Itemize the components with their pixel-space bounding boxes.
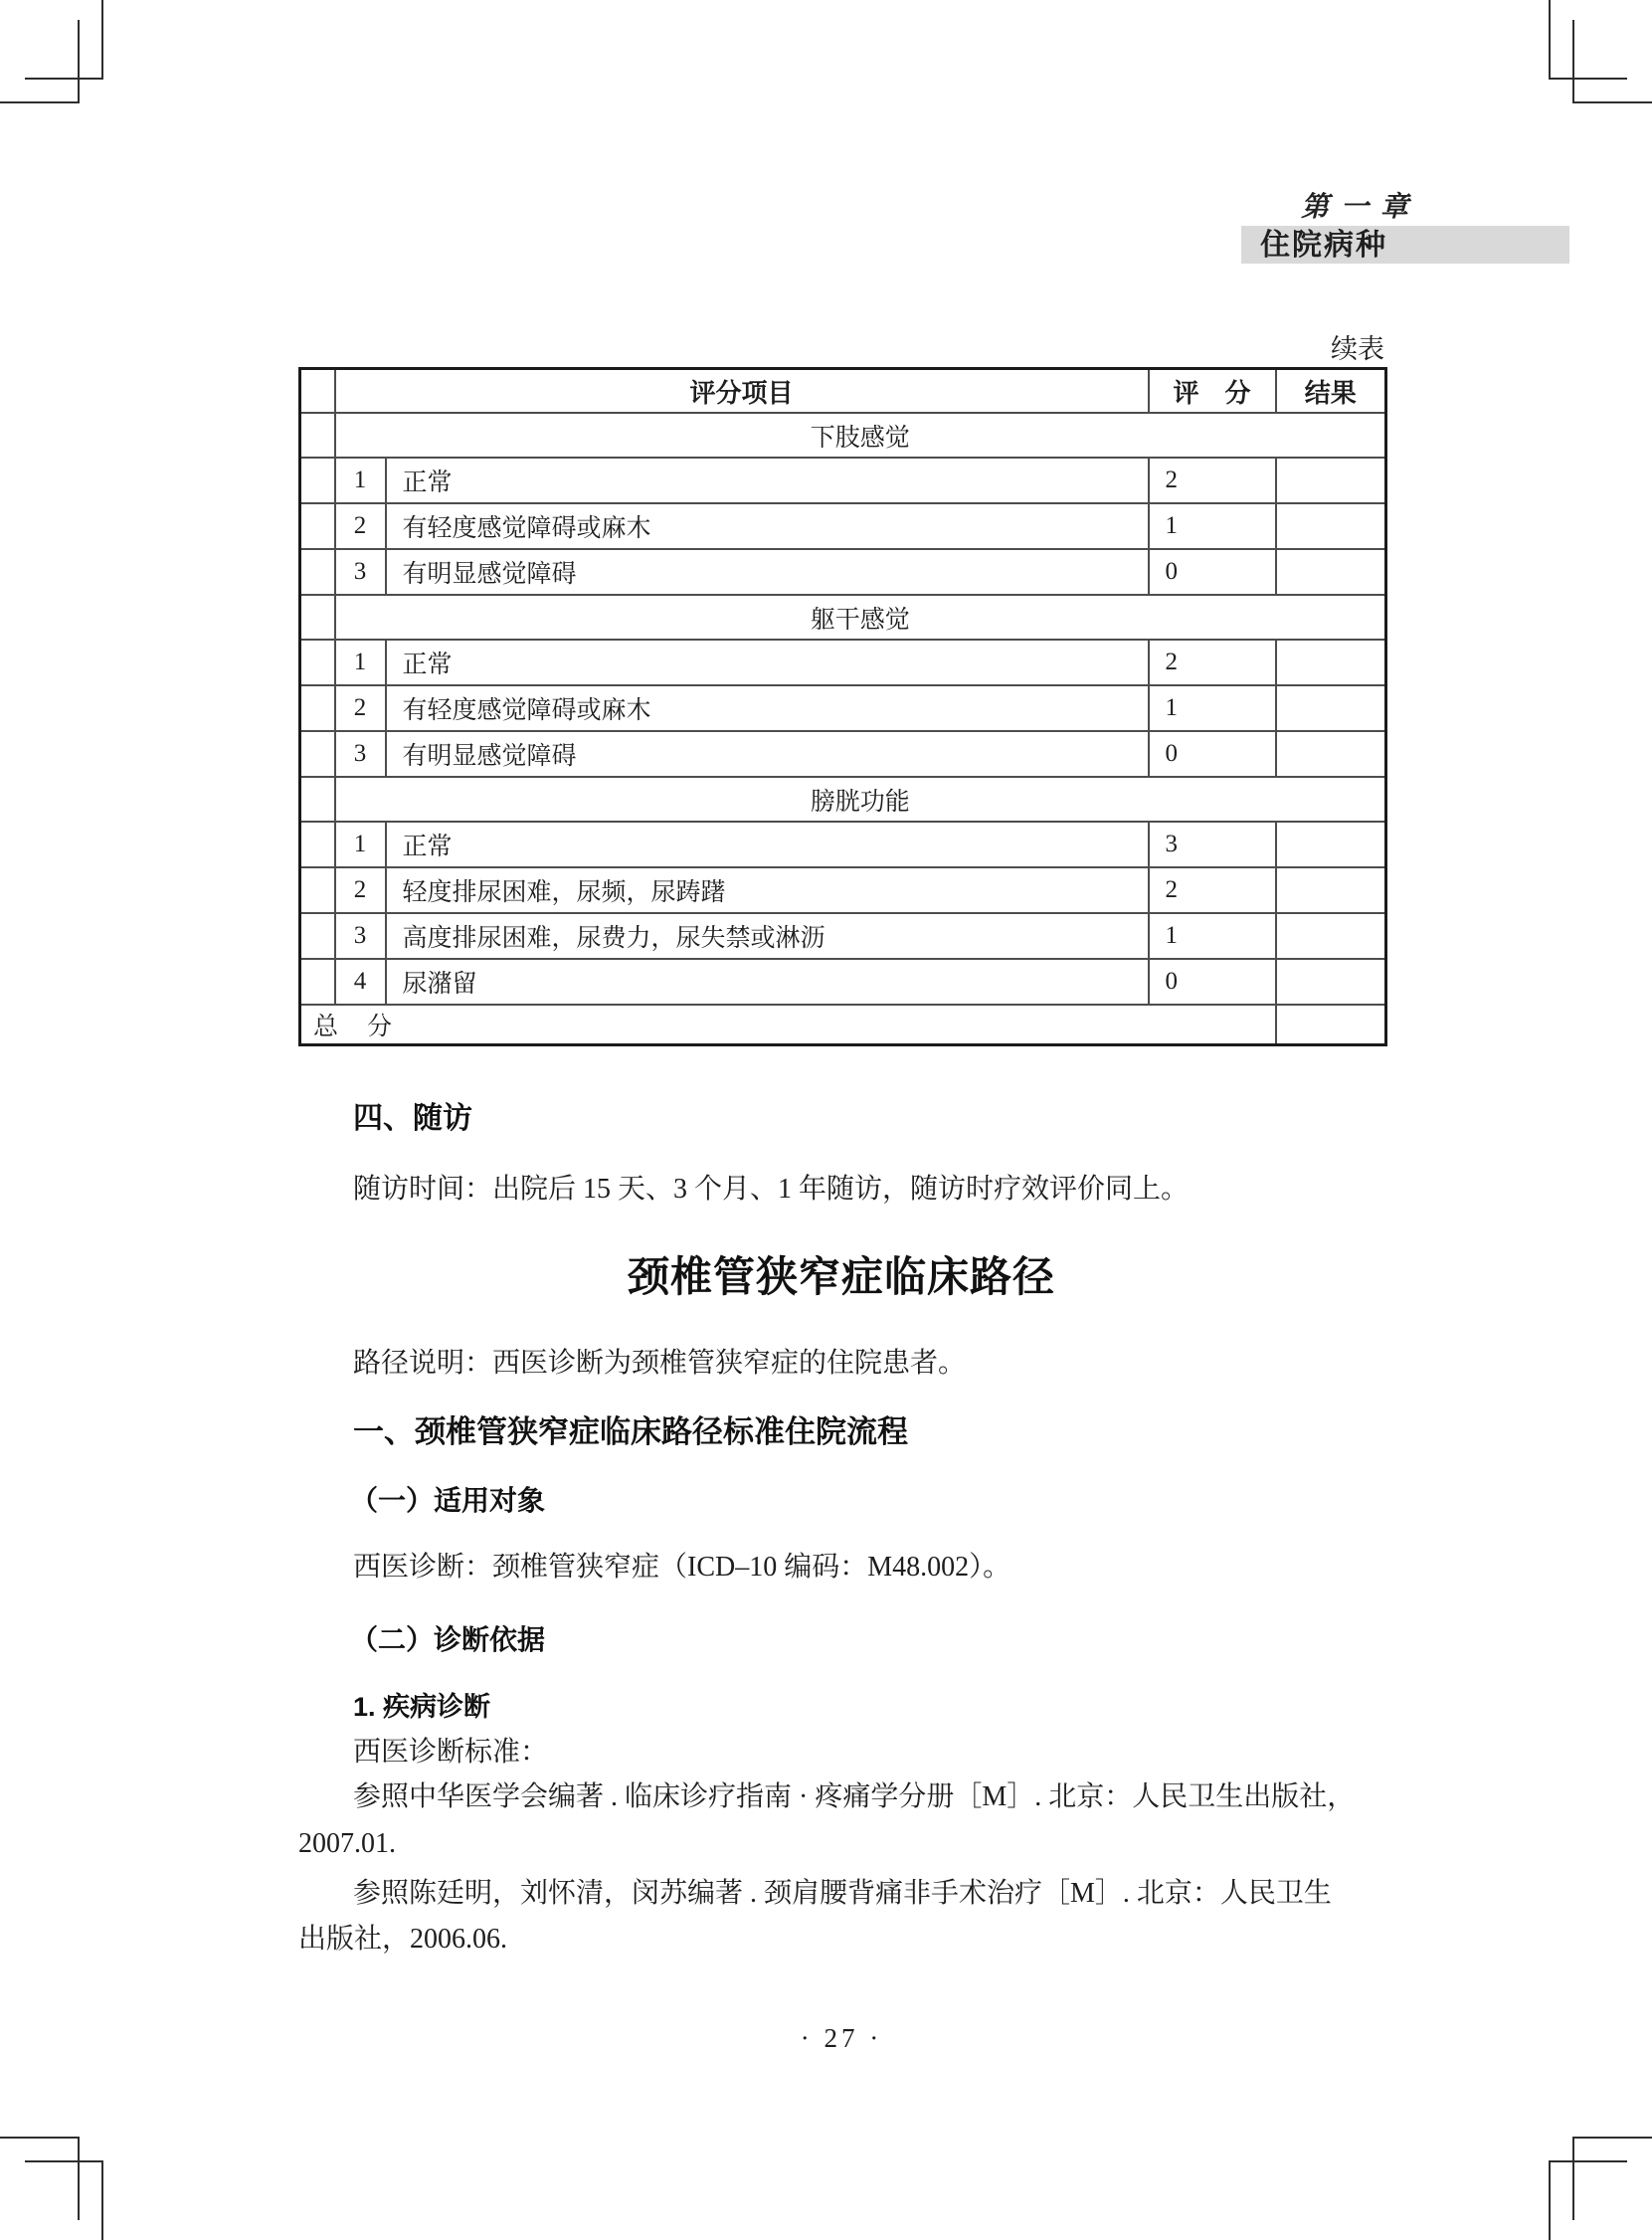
flow-heading: 一、颈椎管狭窄症临床路径标准住院流程 bbox=[353, 1414, 908, 1449]
result-cell bbox=[1276, 913, 1386, 959]
table-header-row bbox=[300, 369, 1386, 414]
table-row bbox=[300, 685, 1386, 731]
row-label: 正常 bbox=[386, 640, 1149, 685]
reference-1-line-2: 2007.01. bbox=[298, 1828, 396, 1859]
result-cell bbox=[1276, 640, 1386, 685]
total-label: 总 分 bbox=[300, 1005, 1276, 1045]
spacer-cell bbox=[300, 640, 335, 685]
table-row bbox=[300, 503, 1386, 549]
result-cell bbox=[1276, 458, 1386, 503]
result-cell bbox=[1276, 867, 1386, 913]
row-label: 轻度排尿困难，尿频，尿踌躇 bbox=[386, 867, 1149, 913]
target-text: 西医诊断：颈椎管狭窄症（ICD–10 编码：M48.002）。 bbox=[353, 1552, 1011, 1583]
total-score-row bbox=[300, 1005, 1386, 1045]
table-row bbox=[300, 731, 1386, 777]
row-score: 2 bbox=[1149, 458, 1276, 503]
basis-heading: （二）诊断依据 bbox=[350, 1624, 546, 1655]
result-cell bbox=[1276, 959, 1386, 1005]
spacer-cell bbox=[300, 595, 335, 640]
row-number: 2 bbox=[335, 503, 386, 549]
target-heading: （一）适用对象 bbox=[350, 1485, 546, 1516]
table-row bbox=[300, 867, 1386, 913]
column-header-result: 结果 bbox=[1276, 369, 1386, 414]
row-label: 正常 bbox=[386, 458, 1149, 503]
section-title: 膀胱功能 bbox=[335, 777, 1386, 822]
row-label: 有明显感觉障碍 bbox=[386, 549, 1149, 595]
column-header-item: 评分项目 bbox=[335, 369, 1149, 414]
crop-mark-top-left-inner bbox=[0, 20, 80, 103]
table-row bbox=[300, 640, 1386, 685]
row-score: 0 bbox=[1149, 549, 1276, 595]
row-label: 有明显感觉障碍 bbox=[386, 731, 1149, 777]
row-number: 1 bbox=[335, 458, 386, 503]
table-row bbox=[300, 959, 1386, 1005]
spacer-cell bbox=[300, 777, 335, 822]
row-label: 正常 bbox=[386, 822, 1149, 867]
reference-2-line-2: 出版社，2006.06. bbox=[298, 1924, 508, 1955]
chapter-title-bar bbox=[1241, 226, 1569, 264]
section-row-lower-limb bbox=[300, 413, 1386, 458]
section-title: 躯干感觉 bbox=[335, 595, 1386, 640]
reference-1-line-1: 参照中华医学会编著 . 临床诊疗指南 · 疼痛学分册［M］. 北京：人民卫生出版社， bbox=[353, 1781, 1356, 1812]
spacer-cell bbox=[300, 369, 335, 414]
row-score: 1 bbox=[1149, 503, 1276, 549]
spacer-cell bbox=[300, 503, 335, 549]
spacer-cell bbox=[300, 458, 335, 503]
result-cell bbox=[1276, 822, 1386, 867]
section-title: 下肢感觉 bbox=[335, 413, 1386, 458]
section-row-bladder bbox=[300, 777, 1386, 822]
row-number: 4 bbox=[335, 959, 386, 1005]
page-title: 颈椎管狭窄症临床路径 bbox=[627, 1253, 1055, 1300]
row-number: 2 bbox=[335, 685, 386, 731]
row-number: 3 bbox=[335, 549, 386, 595]
result-cell bbox=[1276, 1005, 1386, 1045]
score-table bbox=[298, 367, 1387, 1046]
table-row bbox=[300, 822, 1386, 867]
spacer-cell bbox=[300, 959, 335, 1005]
spacer-cell bbox=[300, 549, 335, 595]
table-row bbox=[300, 549, 1386, 595]
chapter-title: 住院病种 bbox=[1260, 229, 1387, 262]
result-cell bbox=[1276, 685, 1386, 731]
crop-mark-top-right-inner bbox=[1572, 20, 1652, 103]
row-number: 1 bbox=[335, 640, 386, 685]
row-score: 2 bbox=[1149, 640, 1276, 685]
table-row bbox=[300, 913, 1386, 959]
row-score: 1 bbox=[1149, 685, 1276, 731]
table-row bbox=[300, 458, 1386, 503]
crop-mark-bottom-left-inner bbox=[0, 2137, 80, 2220]
result-cell bbox=[1276, 731, 1386, 777]
spacer-cell bbox=[300, 822, 335, 867]
spacer-cell bbox=[300, 685, 335, 731]
row-number: 1 bbox=[335, 822, 386, 867]
row-score: 2 bbox=[1149, 867, 1276, 913]
path-note: 路径说明：西医诊断为颈椎管狭窄症的住院患者。 bbox=[353, 1348, 967, 1379]
section-row-trunk bbox=[300, 595, 1386, 640]
row-number: 2 bbox=[335, 867, 386, 913]
disease-heading: 1. 疾病诊断 bbox=[353, 1692, 491, 1722]
spacer-cell bbox=[300, 867, 335, 913]
chapter-label: 第一章 bbox=[1301, 190, 1421, 223]
western-standard-line: 西医诊断标准： bbox=[353, 1737, 549, 1768]
row-label: 尿潴留 bbox=[386, 959, 1149, 1005]
row-label: 高度排尿困难，尿费力，尿失禁或淋沥 bbox=[386, 913, 1149, 959]
page-number: · 27 · bbox=[800, 2023, 883, 2053]
row-score: 1 bbox=[1149, 913, 1276, 959]
column-header-score: 评 分 bbox=[1149, 369, 1276, 414]
row-label: 有轻度感觉障碍或麻木 bbox=[386, 685, 1149, 731]
row-number: 3 bbox=[335, 913, 386, 959]
row-number: 3 bbox=[335, 731, 386, 777]
followup-heading: 四、随访 bbox=[353, 1102, 472, 1135]
continued-table-label: 续表 bbox=[1331, 334, 1384, 364]
followup-text: 随访时间：出院后 15 天、3 个月、1 年随访，随访时疗效评价同上。 bbox=[353, 1174, 1190, 1205]
result-cell bbox=[1276, 503, 1386, 549]
row-score: 3 bbox=[1149, 822, 1276, 867]
spacer-cell bbox=[300, 413, 335, 458]
spacer-cell bbox=[300, 731, 335, 777]
row-score: 0 bbox=[1149, 731, 1276, 777]
reference-2-line-1: 参照陈廷明，刘怀清，闵苏编著 . 颈肩腰背痛非手术治疗［M］. 北京：人民卫生 bbox=[353, 1878, 1332, 1909]
row-score: 0 bbox=[1149, 959, 1276, 1005]
spacer-cell bbox=[300, 913, 335, 959]
result-cell bbox=[1276, 549, 1386, 595]
row-label: 有轻度感觉障碍或麻木 bbox=[386, 503, 1149, 549]
crop-mark-bottom-right-inner bbox=[1572, 2137, 1652, 2220]
